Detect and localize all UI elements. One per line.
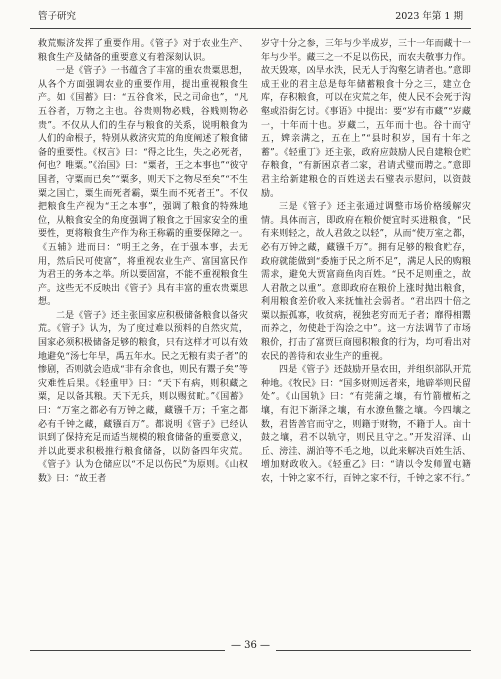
page-number-text: — 36 —: [225, 640, 276, 651]
left-column: [38, 38, 248, 487]
running-header: [30, 6, 471, 29]
paragraph: 救荒赈济发挥了重要作用。《管子》对于农业生产、粮食生产及储备的重要意义有着深刻认识。: [38, 39, 248, 63]
paragraph: 三是《管子》还主张通过调整市场价格缓解灾情。具体而言，即政府在粮价便宜时买进粮食，“民有来则轻之，故人君敛之以轻”，从而“使万室之都，必有万钟之藏，藏镪千万”。拥有足够的粮食贮存，政府就能做到“委施于民之所不足”，满足人民的购粮需求，避免大贾富商鱼肉百姓。“民不足则重之，故人君散之以重”。意即政府在粮价上涨时抛出粮食，利用粮食差价收入来抚恤社会弱者。“君出四十倍之粟以振孤寡，收贫病，视独老穷而无子者；靡得相鬻而养之，勿使赴于沟浍之中”。这一方法调节了市场粮价，打击了富贾巨商囤积粮食的行为，均可看出对农民的善待和农业生产的重视。: [261, 202, 471, 362]
issue-label: 2023 年第 1 期: [395, 11, 463, 22]
journal-name: 管子研究: [38, 11, 77, 22]
paragraph: 岁守十分之参，三年与少半成岁，三十一年而藏十一年与少半。藏三之一不足以伤民，而农夫敬事力作。故天毁寒，凶旱水泆，民无人于沟壑乞请者也。”意即成王业的君主总是每年储蓄粮食十分之三，建立仓库，存积粮食，可以在灾荒之年，使人民不会死于沟壑或沿街乞讨。《事语》中提出：要“岁有市藏”“岁藏一，十年而十也。岁藏二，五年而十也。谷十而守五，婢亲满之，五在上”“县时积岁，国有十年之蓄”。《轻重丁》还主张，政府应鼓励人民自建粮仓贮存粮食，“有新困京者二家，君请式璧而聘之。”意即君主给新建粮仓的百姓送去石璧表示慰问，以资鼓励。: [261, 39, 471, 199]
right-column: [261, 38, 471, 487]
paragraph: 一是《管子》一书蕴含了丰富的重农贵粟思想，从各个方面强调农业的重要作用，提出重视粮食生产。如《国蓄》曰：“五谷食米，民之司命也”，“凡五谷者，万物之主也。谷贵则物必贱，谷贱则物必贵”。不仅从人们的生存与粮食的关系，说明粮食为人们的命根子，特别从救济灾荒的角度阐述了粮食储备的重要性。《权言》曰：“得之比生，失之必死者，何也？唯粟。”《治国》曰：“粟者，王之本事也”“彼守国者，守粟而已矣”“粟多，则天下之物尽至矣”“不生粟之国亡，粟生而死者霸，粟生而不死者王”。不仅把粮食生产视为“王之本事”，强调了粮食的特殊地位，从粮食安全的角度强调了粮食之于国家安全的重要性，更将粮食生产作为称王称霸的重要保障之一。《五辅》进而曰：“明王之务，在于强本事，去无用，然后民可使富”，将重视农业生产、富国富民作为君王的务本之举。所以要固富，不能不重视粮食生产。这些无不反映出《管子》具有丰富的重农贵粟思想。: [38, 66, 249, 308]
paragraph: 四是《管子》还鼓励开垦农田，并组织部队开荒种地。《牧民》曰：“国多财则远者来，地辟举则民留处”。《山国轨》曰：“有莞蒲之壤，有竹箭檀柘之壤，有氾下渐泽之壤，有水潦鱼鳖之壤。今四壤之数，君皆善官而守之，则籍于财物，不籍于人。亩十鼓之壤，君不以轨守，则民且守之。”开发沼泽、山丘、滂洼、湖泊等不毛之地，以此来解决百姓生活、增加财政收入。《轻重乙》曰：“请以令发师置屯籍农，十钟之家不行，百钟之家不行，千钟之家不行。”: [261, 365, 471, 484]
page-number: [0, 640, 501, 652]
paragraph: 二是《管子》还主张国家应积极储备粮食以备灾荒。《管子》认为，为了度过难以预料的自然灾荒，国家必须积极储备足够的粮食，只有这样才可以有效地避免“汤七年旱，禹五年水。民之无粮有卖子者”的惨剧，否则就会造成“非有余食也，则民有鬻子矣”等灾难性后果。《轻重甲》曰：“天下有病，则积藏之粟，足以备其粮。天下无兵，则以赐贫甿。”《国蓄》曰：“万室之都必有万钟之藏，藏镪千万；千室之都必有千钟之藏，藏镪百万”。都说明《管子》已经认识到了保持充足而适当规模的粮食储备的重要意义，并以此要求积极推行粮食储备，以防备四年灾荒。《管子》认为仓储应以“不足以伤民”为原则。《山权数》曰：“故王者: [38, 310, 248, 484]
